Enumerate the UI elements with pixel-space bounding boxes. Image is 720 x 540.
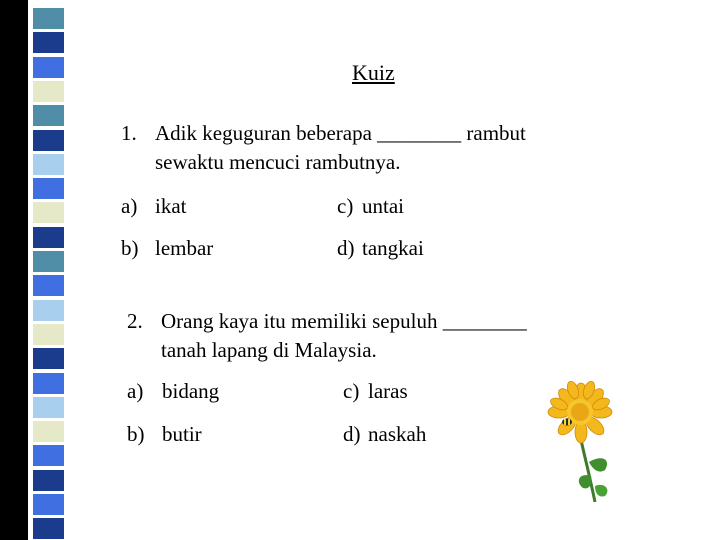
stripe-block (33, 397, 64, 418)
stripe-block (33, 105, 64, 126)
option-text: lembar (155, 236, 214, 260)
decorative-stripe (0, 0, 70, 540)
stripe-block (33, 8, 64, 29)
stripe-block (33, 81, 64, 102)
question-number: 2. (127, 309, 143, 333)
option-text: naskah (368, 422, 427, 446)
option-letter: a) (127, 379, 144, 403)
option-text: untai (362, 194, 404, 218)
option-text: laras (368, 379, 408, 403)
option-text: bidang (162, 379, 220, 403)
stripe-block (33, 227, 64, 248)
stripe-block (33, 32, 64, 53)
stripe-background (0, 0, 28, 540)
option-letter: d) (337, 236, 355, 260)
stripe-block (33, 154, 64, 175)
option-letter: b) (127, 422, 145, 446)
option-text: butir (162, 422, 202, 446)
stripe-block (33, 518, 64, 539)
stripe-block (33, 445, 64, 466)
option-letter: d) (343, 422, 361, 446)
stripe-block (33, 178, 64, 199)
stripe-block (33, 324, 64, 345)
option-letter: c) (343, 379, 360, 403)
question-number: 1. (121, 121, 137, 145)
question-text-line-1: Adik keguguran beberapa ________ rambut (155, 121, 526, 145)
page-title: Kuiz (352, 60, 395, 85)
stripe-block (33, 373, 64, 394)
question-text-line-1: Orang kaya itu memiliki sepuluh ________ (161, 309, 527, 333)
stripe-block (33, 300, 64, 321)
stripe-block (33, 421, 64, 442)
stripe-block (33, 494, 64, 515)
stripe-block (33, 275, 64, 296)
stripe-block (33, 57, 64, 78)
question-text-line-2: tanah lapang di Malaysia. (161, 338, 377, 362)
option-text: ikat (155, 194, 187, 218)
option-letter: c) (337, 194, 354, 218)
option-letter: b) (121, 236, 139, 260)
option-text: tangkai (362, 236, 424, 260)
stripe-block (33, 348, 64, 369)
question-text-line-2: sewaktu mencuci rambutnya. (155, 150, 401, 174)
sunflower-icon (545, 378, 625, 504)
option-letter: a) (121, 194, 138, 218)
stripe-block (33, 470, 64, 491)
stripe-block (33, 130, 64, 151)
stripe-block (33, 251, 64, 272)
stripe-block (33, 202, 64, 223)
